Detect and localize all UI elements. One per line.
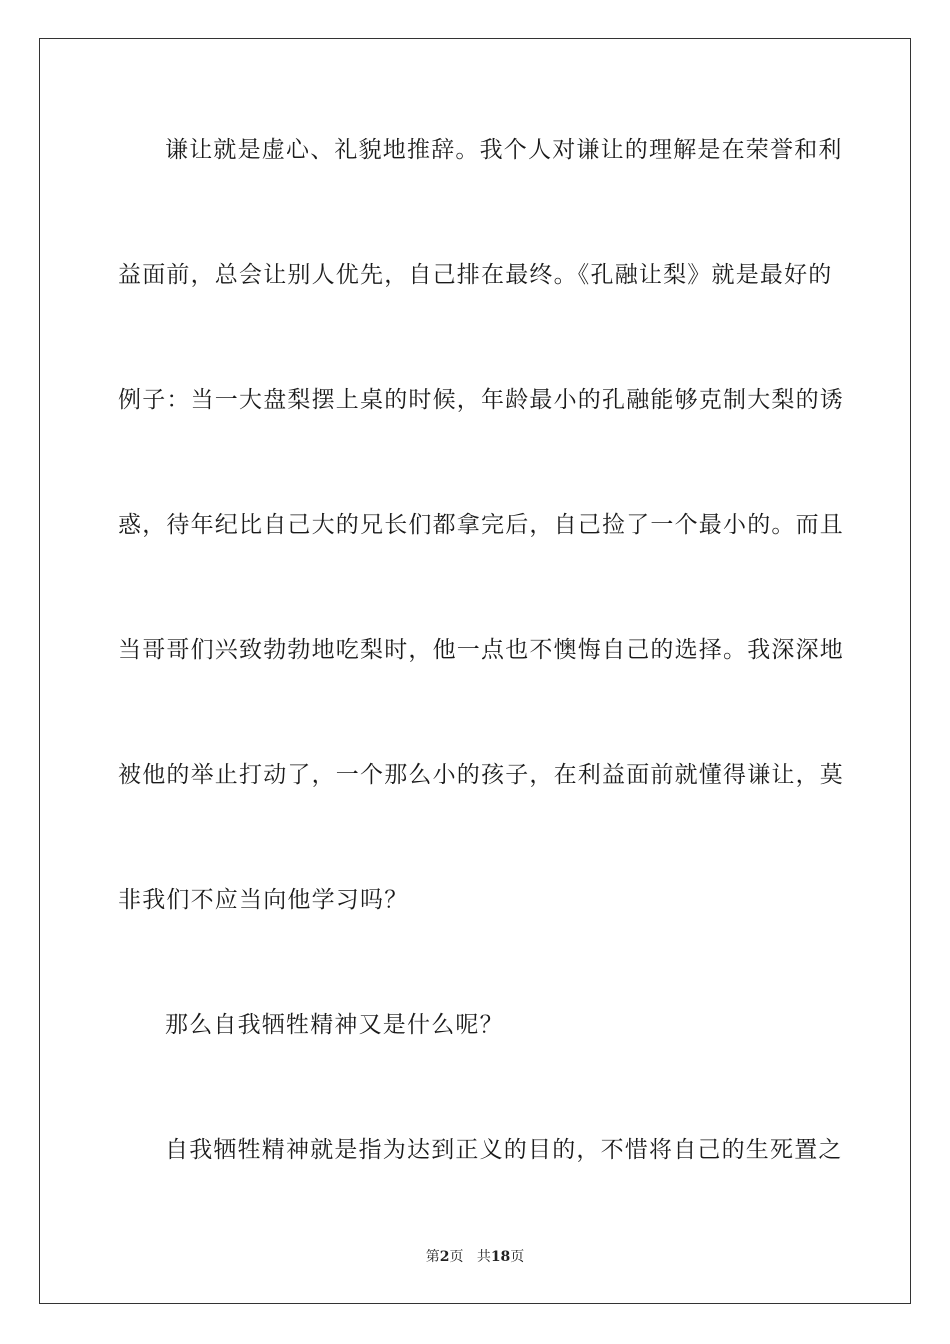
body-text-line: 益面前，总会让别人优先，自己排在最终。《孔融让梨》就是最好的 xyxy=(118,262,833,288)
body-text-line: 当哥哥们兴致勃勃地吃梨时，他一点也不懊悔自己的选择。我深深地 xyxy=(118,637,844,663)
total-pages: 18 xyxy=(490,1249,511,1265)
page-number xyxy=(0,1248,950,1266)
total-suffix: 页 xyxy=(510,1249,525,1265)
body-text-line: 例子：当一大盘梨摆上桌的时候，年龄最小的孔融能够克制大梨的诱 xyxy=(118,387,844,413)
body-text-line: 自我牺牲精神就是指为达到正义的目的，不惜将自己的生死置之 xyxy=(165,1137,843,1163)
body-text-line: 被他的举止打动了，一个那么小的孩子，在利益面前就懂得谦让，莫 xyxy=(118,762,844,788)
page-frame xyxy=(39,38,911,1304)
total-prefix: 共 xyxy=(476,1249,491,1265)
body-text-line: 非我们不应当向他学习吗？ xyxy=(118,887,409,913)
page-prefix: 第 xyxy=(425,1249,440,1265)
body-text-line: 那么自我牺牲精神又是什么呢？ xyxy=(165,1012,504,1038)
body-text-line: 惑，待年纪比自己大的兄长们都拿完后，自己捡了一个最小的。而且 xyxy=(118,512,844,538)
page-suffix: 页 xyxy=(449,1249,464,1265)
current-page: 2 xyxy=(439,1249,450,1265)
body-text-line: 谦让就是虚心、礼貌地推辞。我个人对谦让的理解是在荣誉和利 xyxy=(165,137,843,163)
